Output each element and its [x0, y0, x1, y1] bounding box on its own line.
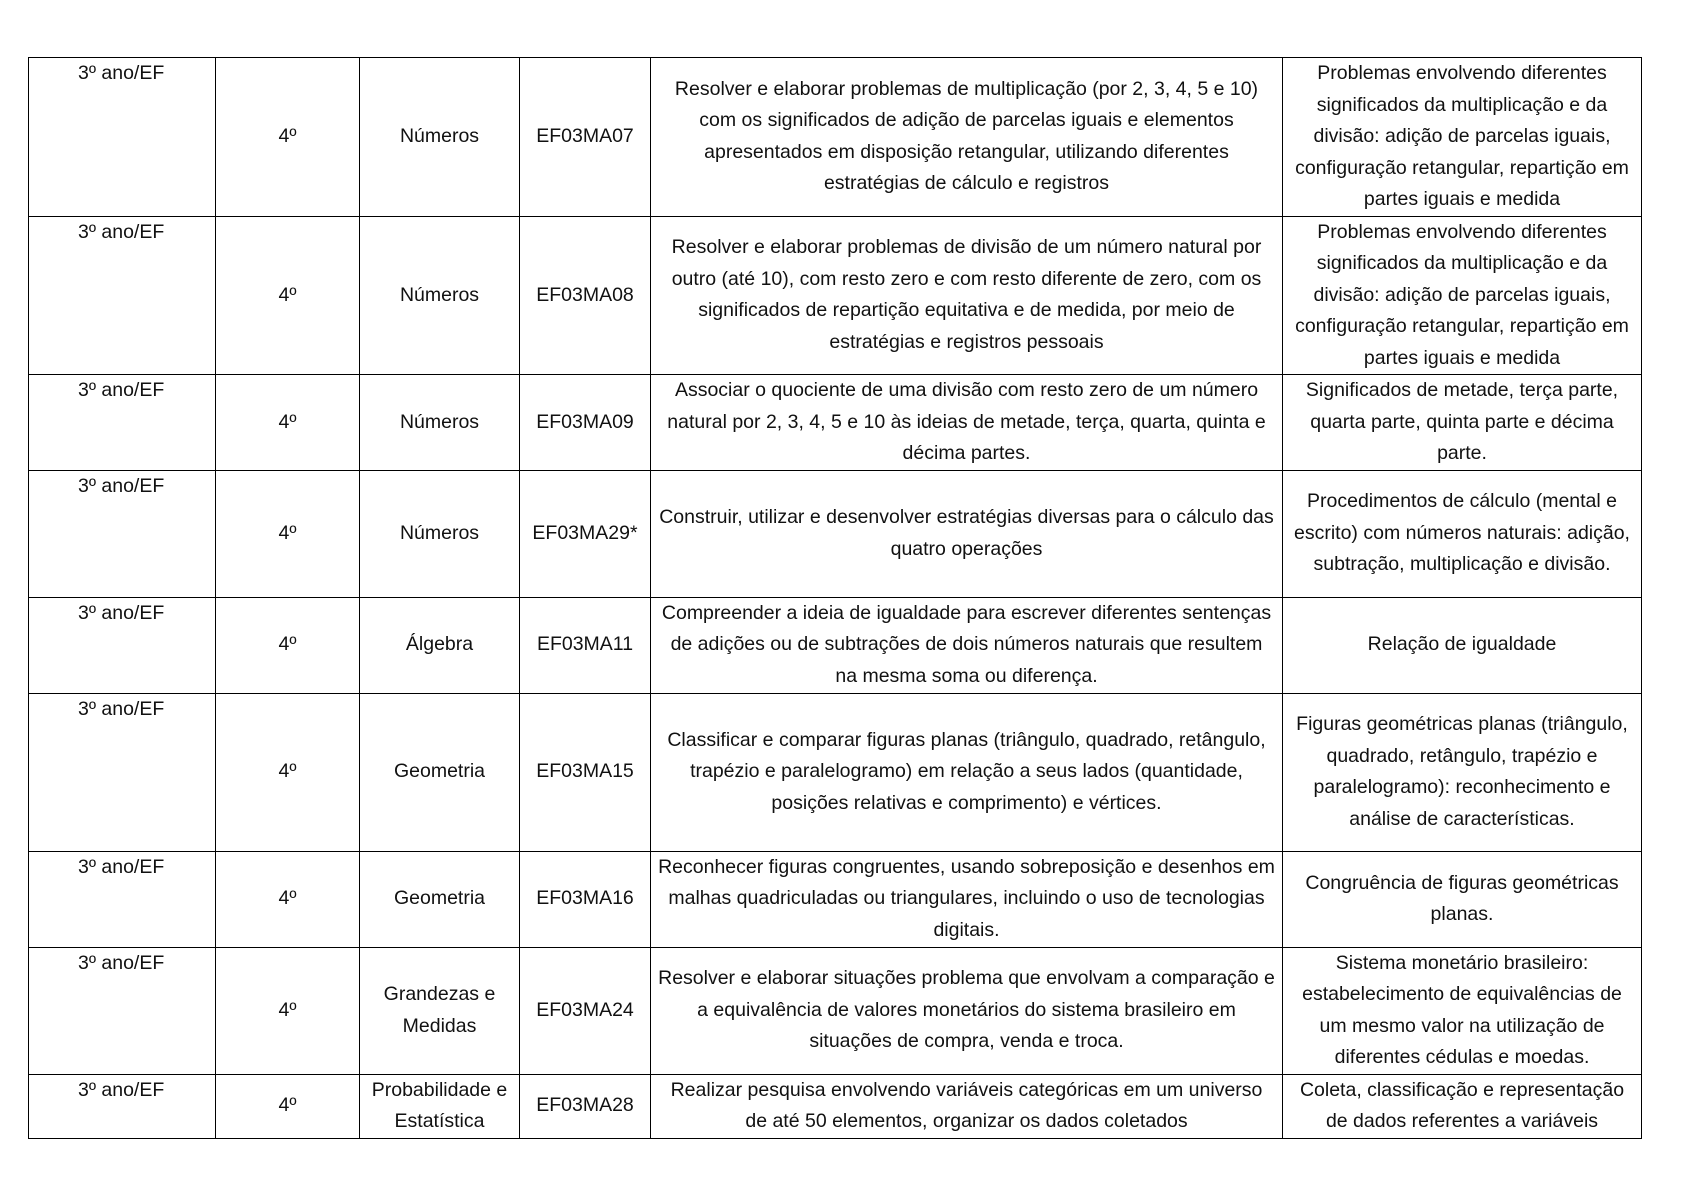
year-cell: 3º ano/EF [29, 597, 216, 693]
knowledge-object-cell: Congruência de figuras geométricas planas. [1283, 851, 1642, 947]
table-row [29, 216, 1642, 375]
skill-description-cell: Associar o quociente de uma divisão com resto zero de um número natural por 2, 3, 4, 5 e 10 às ideias de metade, terça, quarta, quinta e décima partes. [651, 375, 1283, 471]
bimester-cell: 4º [216, 851, 360, 947]
skill-description-cell: Resolver e elaborar problemas de divisão de um número natural por outro (até 10), com resto zero e com resto diferente de zero, com os significados de repartição equitativa e de medida, por meio de estratégias e registros pessoais [651, 216, 1283, 375]
thematic-unit-cell: Álgebra [360, 597, 520, 693]
table-row [29, 693, 1642, 851]
table-row [29, 597, 1642, 693]
bimester-cell: 4º [216, 58, 360, 217]
year-cell: 3º ano/EF [29, 470, 216, 597]
table-row [29, 470, 1642, 597]
thematic-unit-cell: Números [360, 216, 520, 375]
skill-code-cell: EF03MA07 [520, 58, 651, 217]
curriculum-table [28, 57, 1642, 1139]
bimester-cell: 4º [216, 1074, 360, 1138]
year-cell: 3º ano/EF [29, 693, 216, 851]
document-page [28, 57, 1641, 1139]
bimester-cell: 4º [216, 375, 360, 471]
skill-description-cell: Classificar e comparar figuras planas (triângulo, quadrado, retângulo, trapézio e paralelogramo) em relação a seus lados (quantidade, posições relativas e comprimento) e vértices. [651, 693, 1283, 851]
skill-description-cell: Construir, utilizar e desenvolver estratégias diversas para o cálculo das quatro operações [651, 470, 1283, 597]
thematic-unit-cell: Grandezas e Medidas [360, 947, 520, 1074]
skill-code-cell: EF03MA09 [520, 375, 651, 471]
table-row [29, 375, 1642, 471]
skill-code-cell: EF03MA24 [520, 947, 651, 1074]
knowledge-object-cell: Sistema monetário brasileiro: estabelecimento de equivalências de um mesmo valor na utilização de diferentes cédulas e moedas. [1283, 947, 1642, 1074]
year-cell: 3º ano/EF [29, 375, 216, 471]
knowledge-object-cell: Procedimentos de cálculo (mental e escrito) com números naturais: adição, subtração, multiplicação e divisão. [1283, 470, 1642, 597]
knowledge-object-cell: Problemas envolvendo diferentes significados da multiplicação e da divisão: adição de parcelas iguais, configuração retangular, repartição em partes iguais e medida [1283, 58, 1642, 217]
thematic-unit-cell: Números [360, 470, 520, 597]
knowledge-object-cell: Figuras geométricas planas (triângulo, quadrado, retângulo, trapézio e paralelogramo): reconhecimento e análise de características. [1283, 693, 1642, 851]
year-cell: 3º ano/EF [29, 1074, 216, 1138]
skill-code-cell: EF03MA29* [520, 470, 651, 597]
thematic-unit-cell: Números [360, 58, 520, 217]
bimester-cell: 4º [216, 947, 360, 1074]
skill-code-cell: EF03MA15 [520, 693, 651, 851]
knowledge-object-cell: Significados de metade, terça parte, quarta parte, quinta parte e décima parte. [1283, 375, 1642, 471]
year-cell: 3º ano/EF [29, 851, 216, 947]
bimester-cell: 4º [216, 597, 360, 693]
thematic-unit-cell: Geometria [360, 693, 520, 851]
skill-code-cell: EF03MA28 [520, 1074, 651, 1138]
knowledge-object-cell: Relação de igualdade [1283, 597, 1642, 693]
skill-description-cell: Reconhecer figuras congruentes, usando sobreposição e desenhos em malhas quadriculadas ou triangulares, incluindo o uso de tecnologias digitais. [651, 851, 1283, 947]
year-cell: 3º ano/EF [29, 947, 216, 1074]
table-row [29, 1074, 1642, 1138]
skill-description-cell: Resolver e elaborar situações problema que envolvam a comparação e a equivalência de valores monetários do sistema brasileiro em situações de compra, venda e troca. [651, 947, 1283, 1074]
thematic-unit-cell: Números [360, 375, 520, 471]
table-row [29, 947, 1642, 1074]
year-cell: 3º ano/EF [29, 216, 216, 375]
bimester-cell: 4º [216, 693, 360, 851]
skill-description-cell: Resolver e elaborar problemas de multiplicação (por 2, 3, 4, 5 e 10) com os significados de adição de parcelas iguais e elementos apresentados em disposição retangular, utilizando diferentes estratégias de cálculo e registros [651, 58, 1283, 217]
bimester-cell: 4º [216, 216, 360, 375]
knowledge-object-cell: Coleta, classificação e representação de dados referentes a variáveis [1283, 1074, 1642, 1138]
thematic-unit-cell: Geometria [360, 851, 520, 947]
skill-description-cell: Realizar pesquisa envolvendo variáveis categóricas em um universo de até 50 elementos, organizar os dados coletados [651, 1074, 1283, 1138]
table-row [29, 58, 1642, 217]
knowledge-object-cell: Problemas envolvendo diferentes significados da multiplicação e da divisão: adição de parcelas iguais, configuração retangular, repartição em partes iguais e medida [1283, 216, 1642, 375]
table-row [29, 851, 1642, 947]
year-cell: 3º ano/EF [29, 58, 216, 217]
bimester-cell: 4º [216, 470, 360, 597]
skill-code-cell: EF03MA11 [520, 597, 651, 693]
skill-code-cell: EF03MA16 [520, 851, 651, 947]
thematic-unit-cell: Probabilidade e Estatística [360, 1074, 520, 1138]
skill-code-cell: EF03MA08 [520, 216, 651, 375]
skill-description-cell: Compreender a ideia de igualdade para escrever diferentes sentenças de adições ou de subtrações de dois números naturais que resultem na mesma soma ou diferença. [651, 597, 1283, 693]
